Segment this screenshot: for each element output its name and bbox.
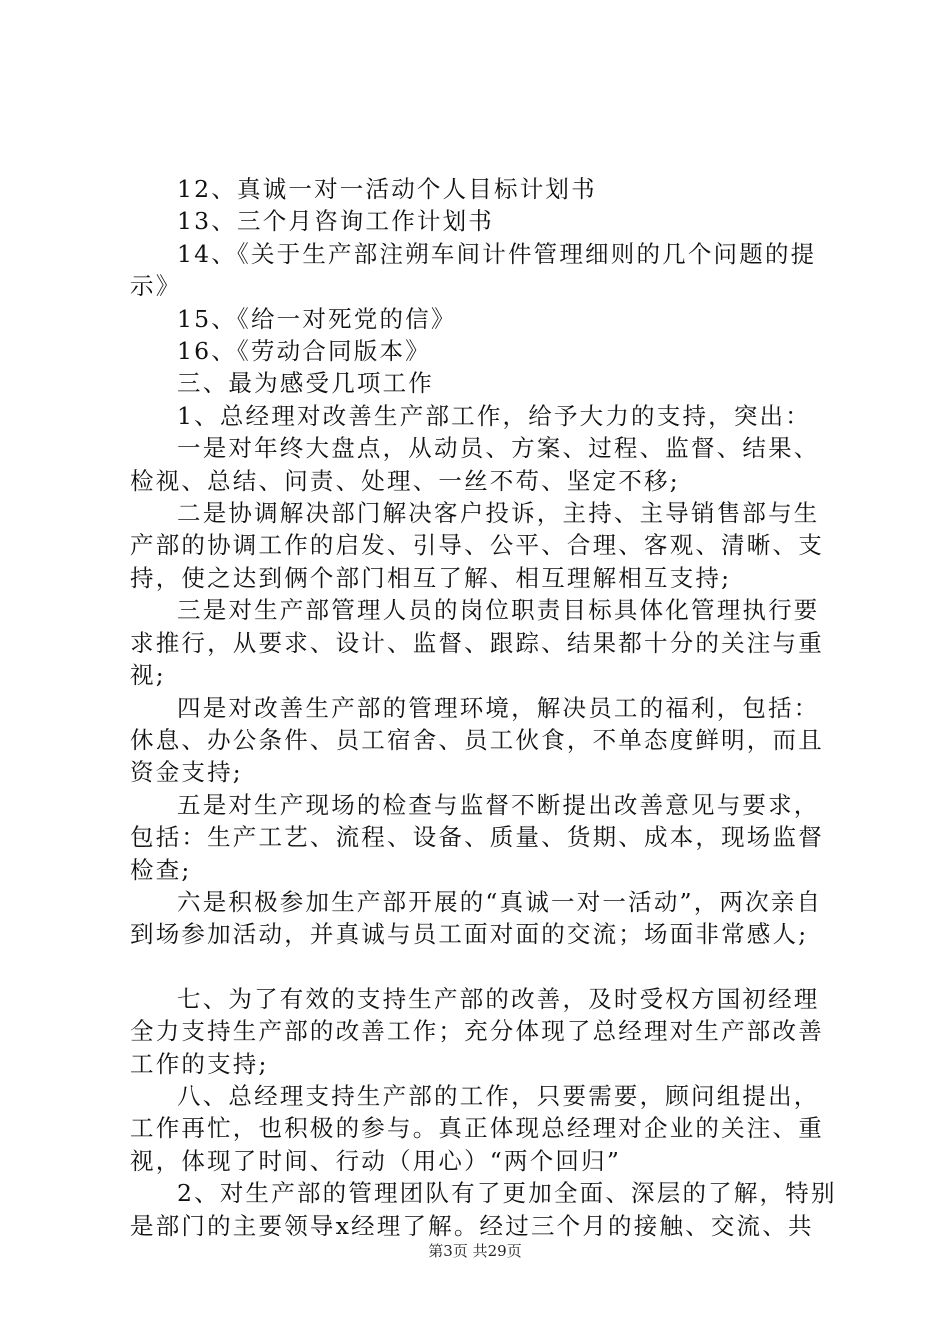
paragraph-16-contract: 16、《劳动合同版本》 [177, 337, 431, 366]
paragraph-item-7: 七、为了有效的支持生产部的改善，及时受权方国初经理全力支持生产部的改善工作；充分体现了总经理对生产部改善工作的支持; [130, 984, 824, 1078]
paragraph-item-3: 三是对生产部管理人员的岗位职责目标具体化管理执行要求推行，从要求、设计、监督、跟踪、结果都十分的关注与重视; [130, 596, 824, 690]
paragraph-14-hint: 14、《关于生产部注朔车间计件管理细则的几个问题的提示》 [130, 239, 817, 301]
paragraph-item-1: 一是对年终大盘点，从动员、方案、过程、监督、结果、检视、总结、问责、处理、一丝不苟、坚定不移; [130, 434, 820, 495]
paragraph-15-letter: 15、《给一对死党的信》 [177, 304, 457, 333]
paragraph-item-6: 六是积极参加生产部开展的“真诚一对一活动”，两次亲自到场参加活动，并真诚与员工面对面的交流；场面非常感人; [130, 887, 823, 949]
document-body [130, 173, 845, 1242]
paragraph-point-2: 2、对生产部的管理团队有了更加全面、深层的了解，特别是部门的主要领导x经理了解。经过三个月的接触、交流、共 [130, 1179, 837, 1240]
paragraph-item-5: 五是对生产现场的检查与监督不断提出改善意见与要求，包括：生产工艺、流程、设备、质量、货期、成本，现场监督检查; [130, 790, 824, 884]
paragraph-item-2: 二是协调解决部门解决客户投诉，主持、主导销售部与生产部的协调工作的启发、引导、公平、合理、客观、清晰、支持，使之达到俩个部门相互了解、相互理解相互支持; [130, 499, 824, 592]
paragraph-13-plan: 13、三个月咨询工作计划书 [177, 207, 495, 236]
paragraph-item-4: 四是对改善生产部的管理环境，解决员工的福利，包括：休息、办公条件、员工宿舍、员工伙食，不单态度鲜明，而且资金支持; [130, 693, 824, 787]
paragraph-12-plan: 12、真诚一对一活动个人目标计划书 [177, 175, 597, 203]
paragraph-point-1: 1、总经理对改善生产部工作，给予大力的支持，突出： [177, 401, 811, 430]
paragraph-item-8: 八、总经理支持生产部的工作，只要需要，顾问组提出，工作再忙，也积极的参与。真正体现总经理对企业的关注、重视，体现了时间、行动（用心）“两个回归” [130, 1081, 824, 1175]
section-heading-3: 三、最为感受几项工作 [177, 369, 434, 398]
page-number: 第3页 共29页 [428, 1242, 522, 1260]
